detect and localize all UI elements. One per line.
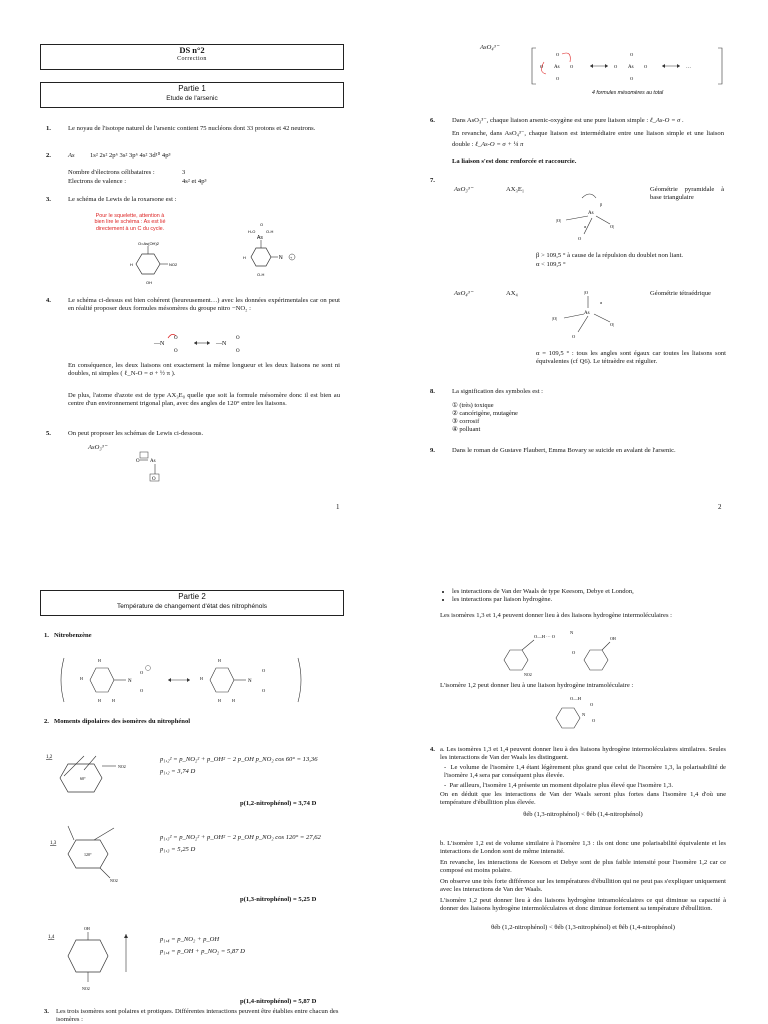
- part-title: Partie 1: [178, 84, 206, 93]
- svg-text:N: N: [128, 679, 132, 684]
- q2-celib-label: Nombre d'électrons célibataires :: [68, 169, 155, 176]
- isomer-13-drawing: [44, 822, 144, 882]
- q4b-paragraph-4: L'isomère 1,2 peut donner lieu à des liaisons hydrogène intramoléculaires ce qui diminue sa capacité à donner des liaisons hydrogène intermoléculaires et donc diminue fortement sa température d'ébullition.: [440, 897, 726, 913]
- svg-text:H: H: [130, 262, 133, 267]
- page-1: DS n°2 Correction Partie 1 Etude de l'arsenic 1. Le noyau de l'isotope naturel de l'arsenic contient 75 nucléons dont 33 protons et 42 neutrons. 2. As 1s² 2s² 2p⁶ 3s² 3p⁶ 4s² 3d¹⁰ 4p³ Nombre d'électrons célibataires : 3 Electrons de valence : 4s² et 4p³ 3. Le schéma de Lewis de la roxarsone est : Pour le squelette, attention à bien lire le schéma : As est lié directement à un C du cycle. O=As(OH)2 NO2 H OH As H-O O-H O N + O-H H 4. Le schéma ci-dessus est bien cohérent (heureusement…) avec les données expérimentales car on peut en réalité proposer deux formules mésomères du groupe nitro −NO₂ : —N O O —N O O En conséquence, les deux liaisons ont exactement la même longueur et les deux liaisons ne sont ni doubles, ni simples ( ℓ_N-O = σ + ½ π ). De plus, l'atome d'azote est de type AX₃E₀ quelle que soit la formule mésomère donc il est bien au centre d'un environnement trigonal plan, avec des angles de 120° entre les liaisons. 5. On peut proposer les schémas de Lewis ci-dessous. AsO₃³⁻ As O O 1: [0, 0, 384, 512]
- svg-text:α: α: [600, 300, 603, 305]
- svg-text:O: O: [140, 688, 144, 693]
- svg-text:H: H: [80, 676, 83, 681]
- q6-text-a: Dans AsO₃³⁻, chaque liaison arsenic-oxygène est une pure liaison simple :: [452, 117, 649, 124]
- svg-text:O: O: [140, 670, 144, 675]
- isomer-12-drawing: [44, 750, 144, 798]
- iso12-label: 1,2: [46, 755, 53, 760]
- svg-text:NO2: NO2: [118, 764, 126, 769]
- q7-type-2: AX₄: [506, 290, 518, 297]
- svg-text:As: As: [584, 311, 590, 316]
- q4a-conclusion: On en déduit que les interactions de Van der Waals seront plus fortes dans l'isomère 1,4 d'où une température d'ébullition plus élevée.: [440, 791, 726, 807]
- q6-text-b: En revanche, dans AsO₄³⁻, chaque liaison est intermédiaire entre une liaison simple et une liaison double :: [452, 130, 724, 148]
- iso14-result: p(1,4-nitrophénol) = 5,87 D: [240, 998, 317, 1005]
- svg-text:O: O: [136, 459, 140, 464]
- q7-equal-angles: α = 109,5 ° : tous les angles sont égaux car toutes les liaisons sont équivalentes (cf Q6). Le tétraèdre est régulier.: [536, 350, 726, 366]
- svg-text:NO2: NO2: [82, 986, 90, 991]
- q7-ion-1: AsO₃³⁻: [454, 186, 474, 193]
- svg-text:H: H: [98, 658, 101, 663]
- svg-text:O: O: [556, 52, 560, 57]
- svg-text:O: O: [590, 702, 594, 707]
- svg-text:O: O: [556, 76, 560, 81]
- q4a-intro: a. Les isomères 1,3 et 1,4 peuvent donner lieu à des liaisons hydrogène intermoléculaires similaires. Seules les interactions de Van der Waals les distinguent.: [440, 746, 726, 762]
- svg-text:N: N: [570, 630, 574, 635]
- aso3-pyramid: [544, 190, 634, 250]
- roxarsone-lewis: [232, 218, 302, 288]
- svg-text:N: N: [248, 679, 252, 684]
- q2-config: 1s² 2s² 2p⁶ 3s² 3p⁶ 4s² 3d¹⁰ 4p³: [90, 152, 171, 159]
- svg-text:O: O: [644, 64, 648, 69]
- q4a-detail-1: Le volume de l'isomère 1,4 étant légèrement plus grand que celui de l'isomère 1,3, la polarisabilité de l'isomère 1,4 sera par conséquent plus élevée.: [444, 764, 726, 780]
- svg-text:H: H: [112, 698, 115, 703]
- svg-text:α: α: [584, 224, 587, 229]
- svg-text:β: β: [600, 202, 603, 207]
- q3-red-note: Pour le squelette, attention à bien lire le schéma : As est lié directement à un C du cycle.: [94, 213, 166, 232]
- q8-item: ④ polluant: [452, 426, 481, 433]
- svg-text:NO2: NO2: [110, 878, 118, 883]
- intra-h-bond-drawing: [552, 692, 612, 736]
- svg-text:As: As: [628, 65, 634, 70]
- svg-text:O: O: [630, 52, 634, 57]
- svg-text:O—H ··· O: O—H ··· O: [534, 634, 555, 639]
- part-subtitle: Etude de l'arsenic: [166, 95, 218, 102]
- svg-text:O: O: [262, 688, 266, 693]
- svg-text:—N: —N: [154, 341, 165, 347]
- q7-type-1: AX₃E₁: [506, 186, 525, 193]
- svg-text:H-O: H-O: [248, 229, 256, 234]
- svg-text:|O: |O: [584, 290, 589, 295]
- aso4-tetrahedron: [544, 286, 634, 342]
- inter-h-bond-text: Les isomères 1,3 et 1,4 peuvent donner lieu à des liaisons hydrogène intermoléculaires :: [440, 612, 672, 619]
- svg-text:…: …: [686, 65, 691, 70]
- svg-text:N: N: [279, 255, 283, 261]
- interaction-list: [442, 588, 722, 605]
- q4-text-a: Le schéma ci-dessus est bien cohérent (heureusement…) avec les données expérimentales car on peut en réalité proposer deux formules mésomères du groupe nitro −NO₂ :: [68, 297, 340, 313]
- svg-text:O: O: [572, 334, 576, 339]
- q6-formula-a: ℓ_As-O = σ .: [649, 117, 684, 124]
- list-item: • les interactions de Van der Waals de type Keesom, Debye et London,: [452, 588, 722, 596]
- q4-text-b: En conséquence, les deux liaisons ont exactement la même longueur et les deux liaisons ne sont ni doubles, ni simples: [68, 362, 340, 378]
- q2-valence-label: Electrons de valence :: [68, 178, 127, 185]
- q8-text: La signification des symboles est :: [452, 388, 544, 395]
- q4b-paragraph-1: b. L'isomère 1,2 est de volume similaire à l'isomère 1,3 : ils ont donc une polarisabilité équivalente et les interactions de London sont de même intensité.: [440, 840, 726, 856]
- svg-text:O: O: [570, 64, 574, 69]
- svg-text:1,4: 1,4: [48, 935, 55, 940]
- q8-item: ① (très) toxique: [452, 402, 494, 409]
- svg-text:O—H: O—H: [570, 696, 581, 701]
- iso12-result-line: p₁,₂ = 3,74 D: [160, 768, 196, 775]
- svg-text:O: O: [152, 477, 156, 482]
- svg-text:H: H: [98, 698, 101, 703]
- svg-text:As: As: [554, 65, 560, 70]
- page-3: Partie 2 Température de changement d'état des nitrophénols 1. Nitrobenzène H H H H N O O H H H H N O O 2. Moments dipolaires des isomères du nitrophénol 1,2 NO2 60° p₁,₂² = p_NO₂² + p_OH² − 2 p_OH p_NO₂ cos 60° = 13,36 p₁,₂ = 3,74 D p(1,2-nitrophénol) = 3,74 D 1,3 NO2 120° p₁,₃² = p_NO₂² + p_OH² − 2 p_OH p_NO₂ cos 120° = 27,62 p₁,₃ = 5,25 D p(1,3-nitrophénol) = 5,25 D 1,4 OH NO2 p₁,₄ = p_NO₂ + p_OH p₁,₄ = p_OH + p_NO₂ = 5,87 D p(1,4-nitrophénol) = 5,87 D 3. Les trois isomères sont polaires et protiques. Différentes interactions peuvent être établies entre chacun des isomères :: [0, 512, 384, 1024]
- aso3-lewis: [136, 450, 176, 484]
- svg-text:O: O: [540, 64, 544, 69]
- part-subtitle: Température de changement d'état des nitrophénols: [116, 603, 268, 610]
- svg-text:O|: O|: [610, 224, 615, 229]
- page-4: • les interactions de Van der Waals de type Keesom, Debye et London, • les interactions par liaison hydrogène. Les isomères 1,3 et 1,4 peuvent donner lieu à des liaisons hydrogène intermoléculaires : NO2 O—H ··· O N O OH L'isomère 1,2 peut donner lieu à une liaison hydrogène intramoléculaire : O—H O N O 4. a. Les isomères 1,3 et 1,4 peuvent donner lieu à des liaisons hydrogène intermoléculaires similaires. Seules les interactions de Van der Waals les distinguent. - Le volume de l'isomère 1,4 étant légèrement plus grand que celui de l'isomère 1,3, la polarisabilité de l'isomère 1,4 sera par conséquent plus élevée. - Par ailleurs, l'isomère 1,4 présente un moment dipolaire plus élevé que l'isomère 1,3. On en déduit que les interactions de Van der Waals seront plus fortes dans l'isomère 1,4 d'où une température d'ébullition plus élevée. θéb (1,3-nitrophénol) < θéb (1,4-nitrophénol) b. L'isomère 1,2 est de volume similaire à l'isomère 1,3 : ils ont donc une polarisabilité équivalente et les interactions de London sont de même intensité. En revanche, les interactions de Keesom et Debye sont de plus faible intensité pour l'isomère 1,2 car ce composé est moins polaire. On observe une très forte différence sur les températures d'ébullition qui ne peut pas s'expliquer uniquement avec les interactions de Van der Waals. L'isomère 1,2 peut donner lieu à des liaisons hydrogène intramoléculaires ce qui diminue sa capacité à donner des liaisons hydrogène intermoléculaires et donc diminue fortement sa température d'ébullition. θéb (1,2-nitrophénol) < θéb (1,3-nitrophénol) et θéb (1,4-nitrophénol): [384, 512, 768, 1024]
- q2-valence-value: 4s² et 4p³: [182, 178, 207, 185]
- svg-text:O: O: [578, 236, 582, 241]
- q5-text: On peut proposer les schémas de Lewis ci-dessous.: [68, 430, 204, 437]
- doc-title: DS n°2: [179, 45, 205, 55]
- svg-text:O: O: [174, 336, 178, 341]
- q7-alpha: α < 109,5 °: [536, 261, 566, 268]
- q7-beta: β > 109,5 ° à cause de la répulsion du doublet non liant.: [536, 252, 684, 259]
- doc-subtitle: Correction: [177, 56, 207, 62]
- part-title: Partie 2: [178, 592, 206, 601]
- q7-ion-2: AsO₄³⁻: [454, 290, 474, 297]
- q7-geometry-1: Géométrie pyramidale à base triangulaire: [650, 186, 724, 202]
- q4b-paragraph-3: On observe une très forte différence sur les températures d'ébullition qui ne peut pas s'expliquer uniquement avec les interactions de Van der Waals.: [440, 878, 726, 894]
- intra-h-bond-text: L'isomère 1,2 peut donner lieu à une liaison hydrogène intramoléculaire :: [440, 682, 634, 689]
- iso12-result: p(1,2-nitrophénol) = 3,74 D: [240, 800, 317, 807]
- svg-text:O: O: [236, 336, 240, 341]
- q4a-detail-2: Par ailleurs, l'isomère 1,4 présente un moment dipolaire plus élevé que l'isomère 1,3.: [449, 782, 674, 789]
- svg-text:O: O: [614, 64, 618, 69]
- isomer-14-drawing: [44, 924, 144, 994]
- svg-text:NO2: NO2: [169, 262, 178, 267]
- svg-text:As: As: [257, 235, 263, 241]
- svg-text:O=As(OH)2: O=As(OH)2: [138, 241, 160, 246]
- q5-ion: AsO₃³⁻: [88, 444, 108, 451]
- page-number: 1: [336, 503, 340, 511]
- svg-text:H: H: [200, 676, 203, 681]
- svg-text:O: O: [592, 718, 596, 723]
- svg-text:H: H: [243, 255, 246, 260]
- svg-text:O: O: [572, 650, 576, 655]
- page-number: 2: [718, 503, 722, 511]
- svg-text:OH: OH: [610, 636, 616, 641]
- q4a-relation: θéb (1,3-nitrophénol) < θéb (1,4-nitrophénol): [523, 811, 643, 818]
- q4b-paragraph-2: En revanche, les interactions de Keesom et Debye sont de plus faible intensité pour l'isomère 1,2 car ce composé est moins polaire.: [440, 859, 726, 875]
- svg-text:NO2: NO2: [524, 672, 532, 677]
- iso13-equation: p₁,₃² = p_NO₂² + p_OH² − 2 p_OH p_NO₂ cos 120° = 27,62: [160, 834, 321, 841]
- q2-element: As: [68, 152, 75, 159]
- list-item: • les interactions par liaison hydrogène.: [452, 596, 722, 604]
- svg-text:H: H: [232, 698, 235, 703]
- svg-text:O-H: O-H: [266, 229, 274, 234]
- nitrobenzene-mesomers: [56, 650, 306, 710]
- svg-text:OH: OH: [84, 926, 90, 931]
- q3-text: Le schéma de Lewis de la roxarsone est :: [68, 196, 177, 203]
- svg-text:O: O: [174, 349, 178, 354]
- iso13-result: p(1,3-nitrophénol) = 5,25 D: [240, 896, 317, 903]
- iso14-result-line: p₁,₄ = p_OH + p_NO₂ = 5,87 D: [160, 948, 245, 955]
- roxarsone-structure: [118, 240, 188, 290]
- svg-text:O: O: [260, 222, 264, 227]
- svg-text:H: H: [218, 698, 221, 703]
- svg-text:O: O: [630, 76, 634, 81]
- q8-item: ② cancérigène, mutagène: [452, 410, 518, 417]
- iso12-equation: p₁,₂² = p_NO₂² + p_OH² − 2 p_OH p_NO₂ cos 60° = 13,36: [160, 756, 318, 763]
- page-2: AsO₄³⁻ As O O O O As O O O O … 4 formules mésomères au total 6. Dans AsO₃³⁻, chaque liaison arsenic-oxygène est une pure liaison simple : ℓ_As-O = σ . En revanche, dans AsO₄³⁻, chaque liaison est intermédiaire entre une liaison simple et une liaison double : ℓ_As-O = σ + ¼ π La liaison s'est donc renforcée et raccourcie. 7. AsO₃³⁻ AX₃E₁ Géométrie pyramidale à base triangulaire As |O| O O| β α β > 109,5 ° à cause de la répulsion du doublet non liant. α < 109,5 ° AsO₄³⁻ AX₄ Géométrie tétraédrique |O As |O| O O| α α = 109,5 ° : tous les angles sont égaux car toutes les liaisons sont équivalentes (cf Q6). Le tétraèdre est régulier. 8. La signification des symboles est : ① (très) toxique ② cancérigène, mutagène ③ corrosif ④ polluant 9. Dans le roman de Gustave Flaubert, Emma Bovary se suicide en avalant de l'arsenic. 2: [384, 0, 768, 512]
- meso-caption: 4 formules mésomères au total: [592, 90, 664, 96]
- svg-text:O|: O|: [610, 322, 615, 327]
- svg-text:O: O: [236, 349, 240, 354]
- q8-item: ③ corrosif: [452, 418, 480, 425]
- header-box: [40, 44, 344, 70]
- q2-celib-value: 3: [182, 169, 186, 176]
- svg-text:N: N: [582, 712, 586, 717]
- s3-text: Les trois isomères sont polaires et protiques. Différentes interactions peuvent être établies entre chacun des isomères :: [56, 1008, 339, 1024]
- svg-text:+: +: [290, 255, 293, 260]
- aso4-mesomers: [532, 44, 732, 88]
- q6-conclusion: La liaison s'est donc renforcée et raccourcie.: [452, 158, 577, 165]
- svg-text:|O|: |O|: [552, 316, 558, 321]
- q4-text-c: De plus, l'atome d'azote est de type AX₃E₀ quelle que soit la formule mésomère donc il est bien au centre d'un environnement trigonal plan, avec des angles de 120° entre les liaisons.: [68, 392, 340, 408]
- q4b-relation: θéb (1,2-nitrophénol) < θéb (1,3-nitrophénol) et θéb (1,4-nitrophénol): [491, 924, 675, 931]
- part1-box: [40, 82, 344, 108]
- q4-formula: ( ℓ_N-O = σ + ½ π ).: [120, 370, 176, 378]
- iso14-equation: p₁,₄ = p_NO₂ + p_OH: [160, 936, 220, 943]
- q1-text: Le noyau de l'isotope naturel de l'arsenic contient 75 nucléons dont 33 protons et 42 neutrons.: [68, 125, 316, 132]
- q8-symbol-list: [452, 402, 518, 434]
- svg-text:|O|: |O|: [556, 218, 562, 223]
- q9-text: Dans le roman de Gustave Flaubert, Emma Bovary se suicide en avalant de l'arsenic.: [452, 447, 676, 454]
- svg-text:60°: 60°: [80, 776, 86, 781]
- svg-text:As: As: [588, 211, 594, 216]
- svg-text:As: As: [150, 459, 156, 464]
- s1-title: Nitrobenzène: [54, 632, 92, 639]
- svg-text:OH: OH: [146, 280, 152, 285]
- svg-text:—N: —N: [216, 341, 227, 347]
- part2-box: [40, 590, 344, 616]
- inter-h-bond-drawing: [500, 624, 630, 680]
- s2-title: Moments dipolaires des isomères du nitrophénol: [54, 718, 191, 725]
- nitro-mesomers: [150, 330, 250, 356]
- iso13-result-line: p₁,₃ = 5,25 D: [160, 846, 196, 853]
- q6-formula-b: ℓ_As-O = σ + ¼ π: [475, 141, 524, 148]
- svg-text:1,3: 1,3: [50, 841, 57, 846]
- aso4-ion-label: AsO₄³⁻: [480, 44, 500, 51]
- svg-text:O: O: [262, 668, 266, 673]
- svg-text:120°: 120°: [84, 852, 92, 857]
- svg-text:H: H: [218, 658, 221, 663]
- q7-geometry-2: Géométrie tétraédrique: [650, 290, 711, 297]
- svg-text:O-H: O-H: [257, 272, 265, 277]
